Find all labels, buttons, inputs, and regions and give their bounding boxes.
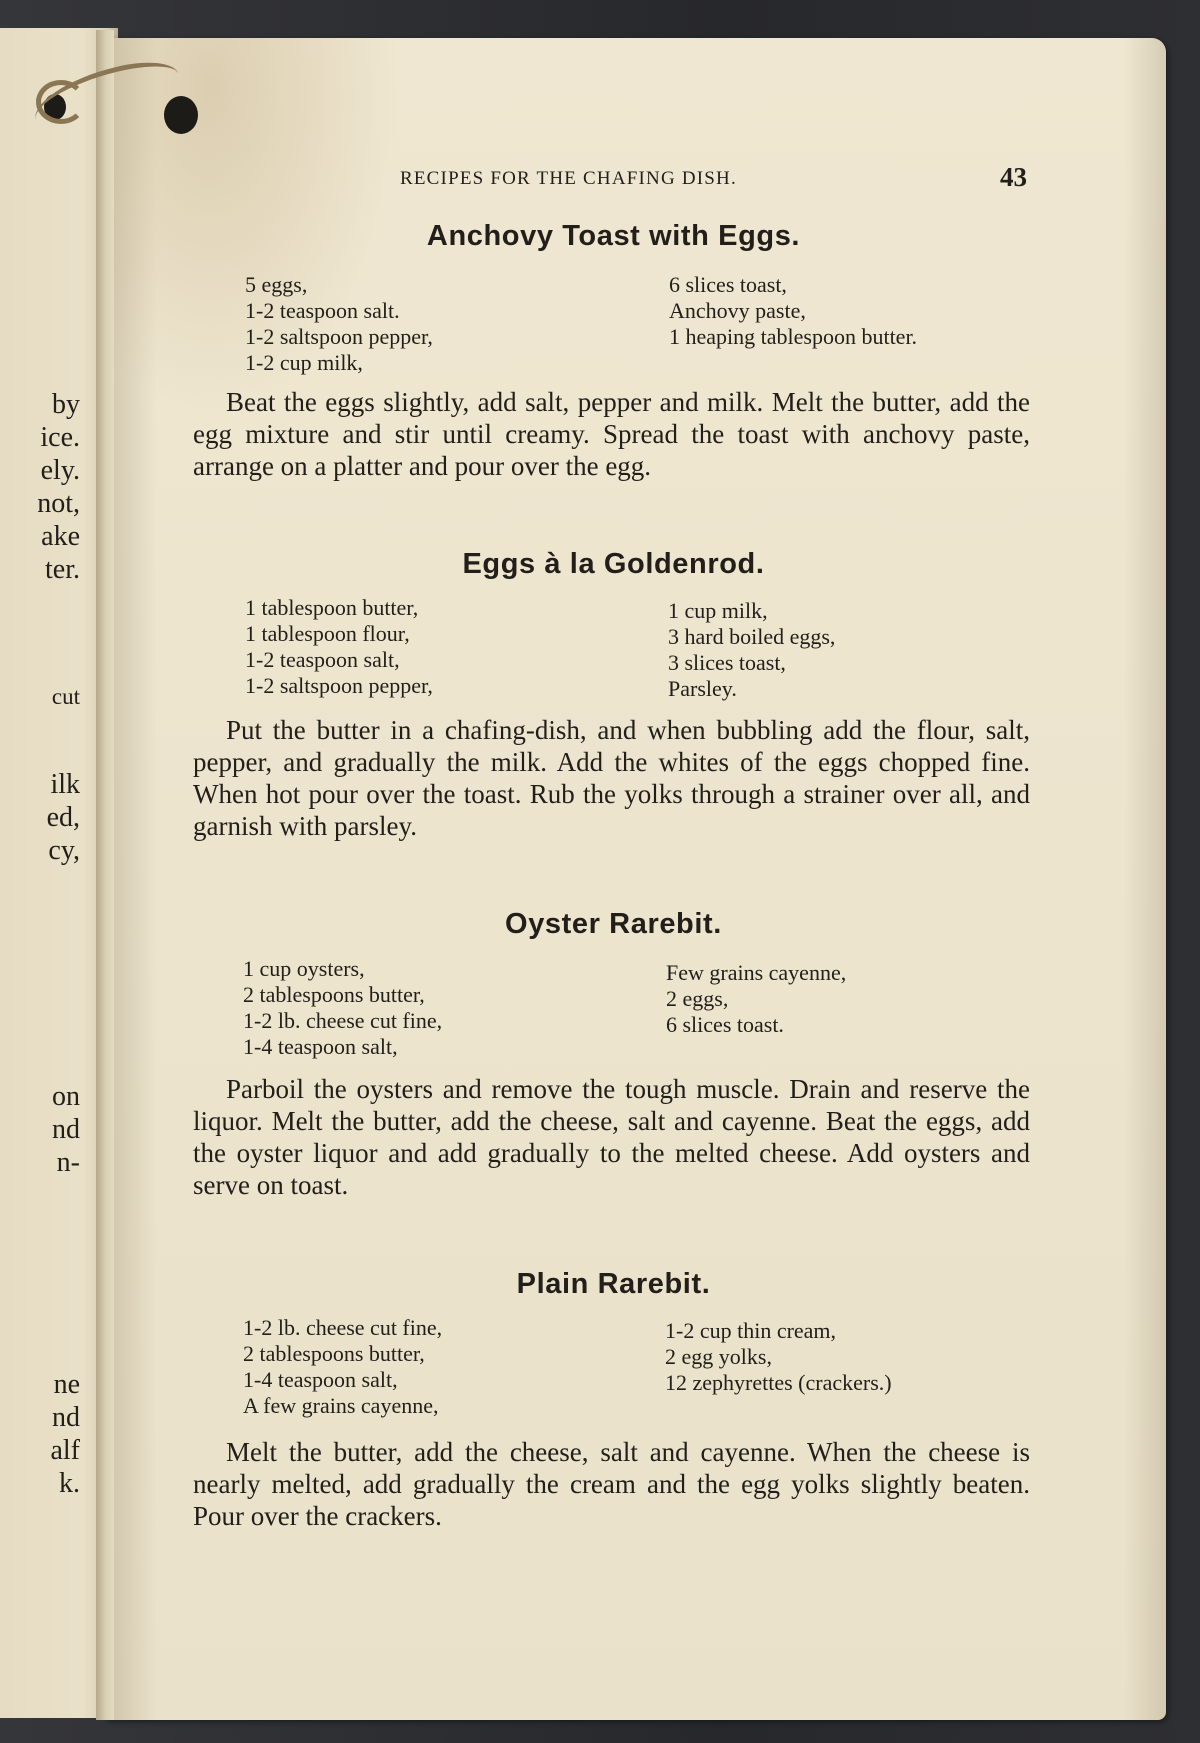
ingredient-list — [666, 960, 846, 1038]
left-page-fragment: k. — [59, 1468, 80, 1499]
left-page-fragment: not, — [37, 488, 80, 519]
ingredient-item: 5 eggs, — [245, 272, 308, 297]
ingredient-item: A few grains cayenne, — [243, 1393, 439, 1418]
ingredient-item: 2 tablespoons butter, — [243, 982, 425, 1007]
left-page-fragment: alf — [50, 1435, 80, 1466]
running-head: RECIPES FOR THE CHAFING DISH. — [400, 168, 737, 189]
ingredient-item: Few grains cayenne, — [666, 960, 847, 985]
left-page-fragment: ely. — [40, 455, 80, 486]
ingredient-item: 12 zephyrettes (crackers.) — [665, 1370, 892, 1395]
ingredient-item: 1 tablespoon flour, — [245, 621, 410, 646]
left-page-fragment: ice. — [40, 422, 80, 453]
ingredient-list — [669, 272, 917, 350]
left-page-fragment: cy, — [48, 835, 80, 866]
ingredient-item: 1 cup milk, — [668, 598, 768, 623]
left-page-fragment: cut — [51, 684, 80, 709]
book-spine — [96, 30, 114, 1720]
ingredient-item: 1-2 lb. cheese cut fine, — [243, 1008, 443, 1033]
left-page-fragment: ed, — [46, 802, 80, 833]
page-number: 43 — [1000, 162, 1027, 192]
left-page-fragment: n- — [56, 1147, 80, 1178]
ingredient-list — [243, 1315, 442, 1419]
ingredient-list — [243, 956, 442, 1060]
ingredient-list — [245, 595, 433, 699]
ingredient-item: 2 tablespoons butter, — [243, 1341, 425, 1366]
ingredient-item: 1-4 teaspoon salt, — [243, 1367, 398, 1392]
ingredient-item: 2 eggs, — [666, 986, 729, 1011]
ingredient-item: 1-2 cup thin cream, — [665, 1318, 837, 1343]
ingredient-item: 1-2 saltspoon pepper, — [245, 673, 433, 698]
left-page-fragment: ilk — [50, 769, 80, 800]
recipe-title: Plain Rarebit. — [516, 1268, 711, 1300]
ingredient-item: 1-4 teaspoon salt, — [243, 1034, 398, 1059]
ingredient-item: 1-2 saltspoon pepper, — [245, 324, 433, 349]
ingredient-item: 1 cup oysters, — [243, 956, 365, 981]
ingredient-item: 2 egg yolks, — [665, 1344, 772, 1369]
ingredient-item: 6 slices toast. — [666, 1012, 784, 1037]
binding-loop-icon — [36, 80, 86, 124]
recipe-title: Oyster Rarebit. — [505, 908, 722, 940]
ingredient-list — [665, 1318, 892, 1396]
ingredient-list — [245, 272, 433, 376]
ingredient-item: 3 hard boiled eggs, — [668, 624, 836, 649]
left-page-fragment: ake — [41, 521, 80, 552]
ingredient-list — [668, 598, 835, 702]
ingredient-item: Parsley. — [668, 676, 737, 701]
left-page-fragment: nd — [52, 1114, 80, 1145]
left-page-fragment: by — [52, 389, 80, 420]
ingredient-item: 1-2 teaspoon salt, — [245, 647, 400, 672]
recipe-title: Anchovy Toast with Eggs. — [426, 220, 801, 252]
ingredient-item: 1 heaping tablespoon butter. — [669, 324, 918, 349]
recipe-directions: Melt the butter, add the cheese, salt and cayenne. When the cheese is nearly melted, add gradually the cream and the egg yolks slightly beaten. Pour over the crackers. — [193, 1437, 1030, 1531]
left-page-fragment: nd — [52, 1402, 80, 1433]
recipe-directions: Beat the eggs slightly, add salt, pepper and milk. Melt the butter, add the egg mixture and stir until creamy. Spread the toast with anchovy paste, arrange on a platter and pour over the egg. — [193, 387, 1030, 481]
ingredient-item: 3 slices toast, — [668, 650, 786, 675]
ingredient-item: 1-2 cup milk, — [245, 350, 363, 375]
ingredient-item: 6 slices toast, — [669, 272, 787, 297]
left-page-fragment: ter. — [45, 554, 80, 585]
left-page-fragment: ne — [53, 1369, 80, 1400]
recipe-directions: Parboil the oysters and remove the tough muscle. Drain and reserve the liquor. Melt the butter, add the cheese, salt and cayenne. Beat the eggs, add the oyster liquor and add gradually to the melted cheese. Add oysters and serve on toast. — [193, 1074, 1030, 1200]
left-page-fragment: on — [52, 1081, 80, 1112]
recipe-title: Eggs à la Goldenrod. — [462, 548, 765, 580]
ingredient-item: 1-2 lb. cheese cut fine, — [243, 1315, 443, 1340]
ingredient-item: 1 tablespoon butter, — [245, 595, 419, 620]
recipe-directions: Put the butter in a chafing-dish, and when bubbling add the flour, salt, pepper, and gradually the milk. Add the whites of the eggs chopped fine. When hot pour over the toast. Rub the yolks through a strainer over all, and garnish with parsley. — [193, 715, 1030, 841]
ingredient-item: 1-2 teaspoon salt. — [245, 298, 400, 323]
ingredient-item: Anchovy paste, — [669, 298, 806, 323]
